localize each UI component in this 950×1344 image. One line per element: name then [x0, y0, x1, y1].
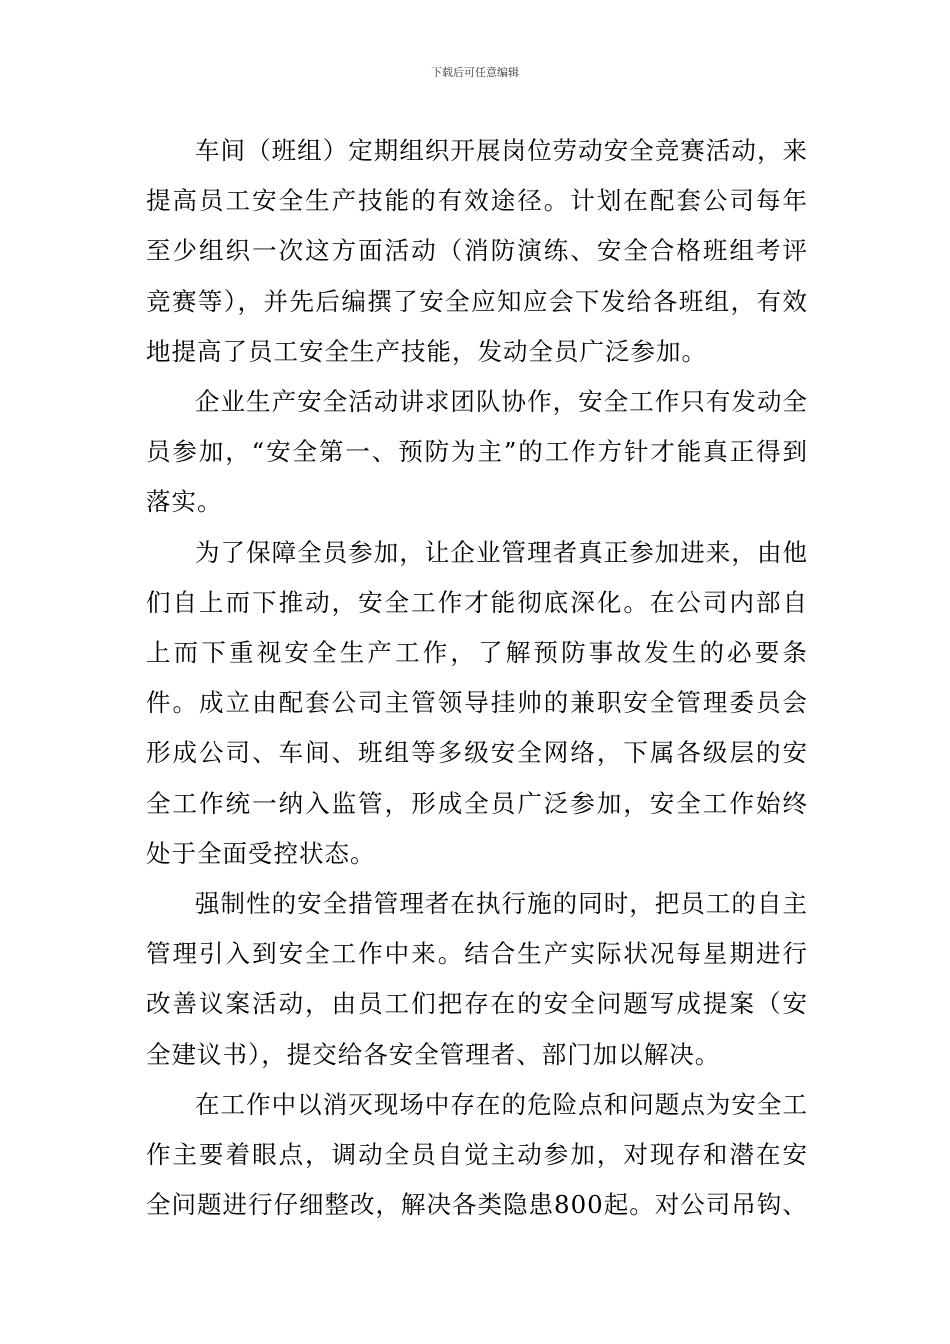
document-body: [146, 126, 808, 1230]
paragraph-3: 为了保障全员参加，让企业管理者真正参加进来，由他们自上而下推动，安全工作才能彻底深化。在公司内部自上而下重视安全生产工作，了解预防事故发生的必要条件。成立由配套公司主管领导挂帅的兼职安全管理委员会形成公司、车间、班组等多级安全网络，下属各级层的安全工作统一纳入监管，形成全员广泛参加，安全工作始终处于全面受控状态。: [146, 537, 808, 868]
page-header: 下载后可任意编辑: [431, 66, 519, 79]
paragraph-2: 企业生产安全活动讲求团队协作，安全工作只有发动全员参加，“安全第一、预防为主”的工作方针才能真正得到落实。: [146, 387, 808, 517]
paragraph-4: 强制性的安全措管理者在执行施的同时，把员工的自主管理引入到安全工作中来。结合生产实际状况每星期进行改善议案活动，由员工们把存在的安全问题写成提案（安全建议书），提交给各安全管理者、部门加以解决。: [146, 889, 808, 1069]
paragraph-5: 在工作中以消灭现场中存在的危险点和问题点为安全工作主要着眼点，调动全员自觉主动参加，对现存和潜在安全问题进行仔细整改，解决各类隐患800起。对公司吊钩、: [146, 1089, 808, 1220]
paragraph-1: 车间（班组）定期组织开展岗位劳动安全竞赛活动，来提高员工安全生产技能的有效途径。计划在配套公司每年至少组织一次这方面活动（消防演练、安全合格班组考评竞赛等），并先后编撰了安全应知应会下发给各班组，有效地提高了员工安全生产技能，发动全员广泛参加。: [146, 136, 808, 366]
